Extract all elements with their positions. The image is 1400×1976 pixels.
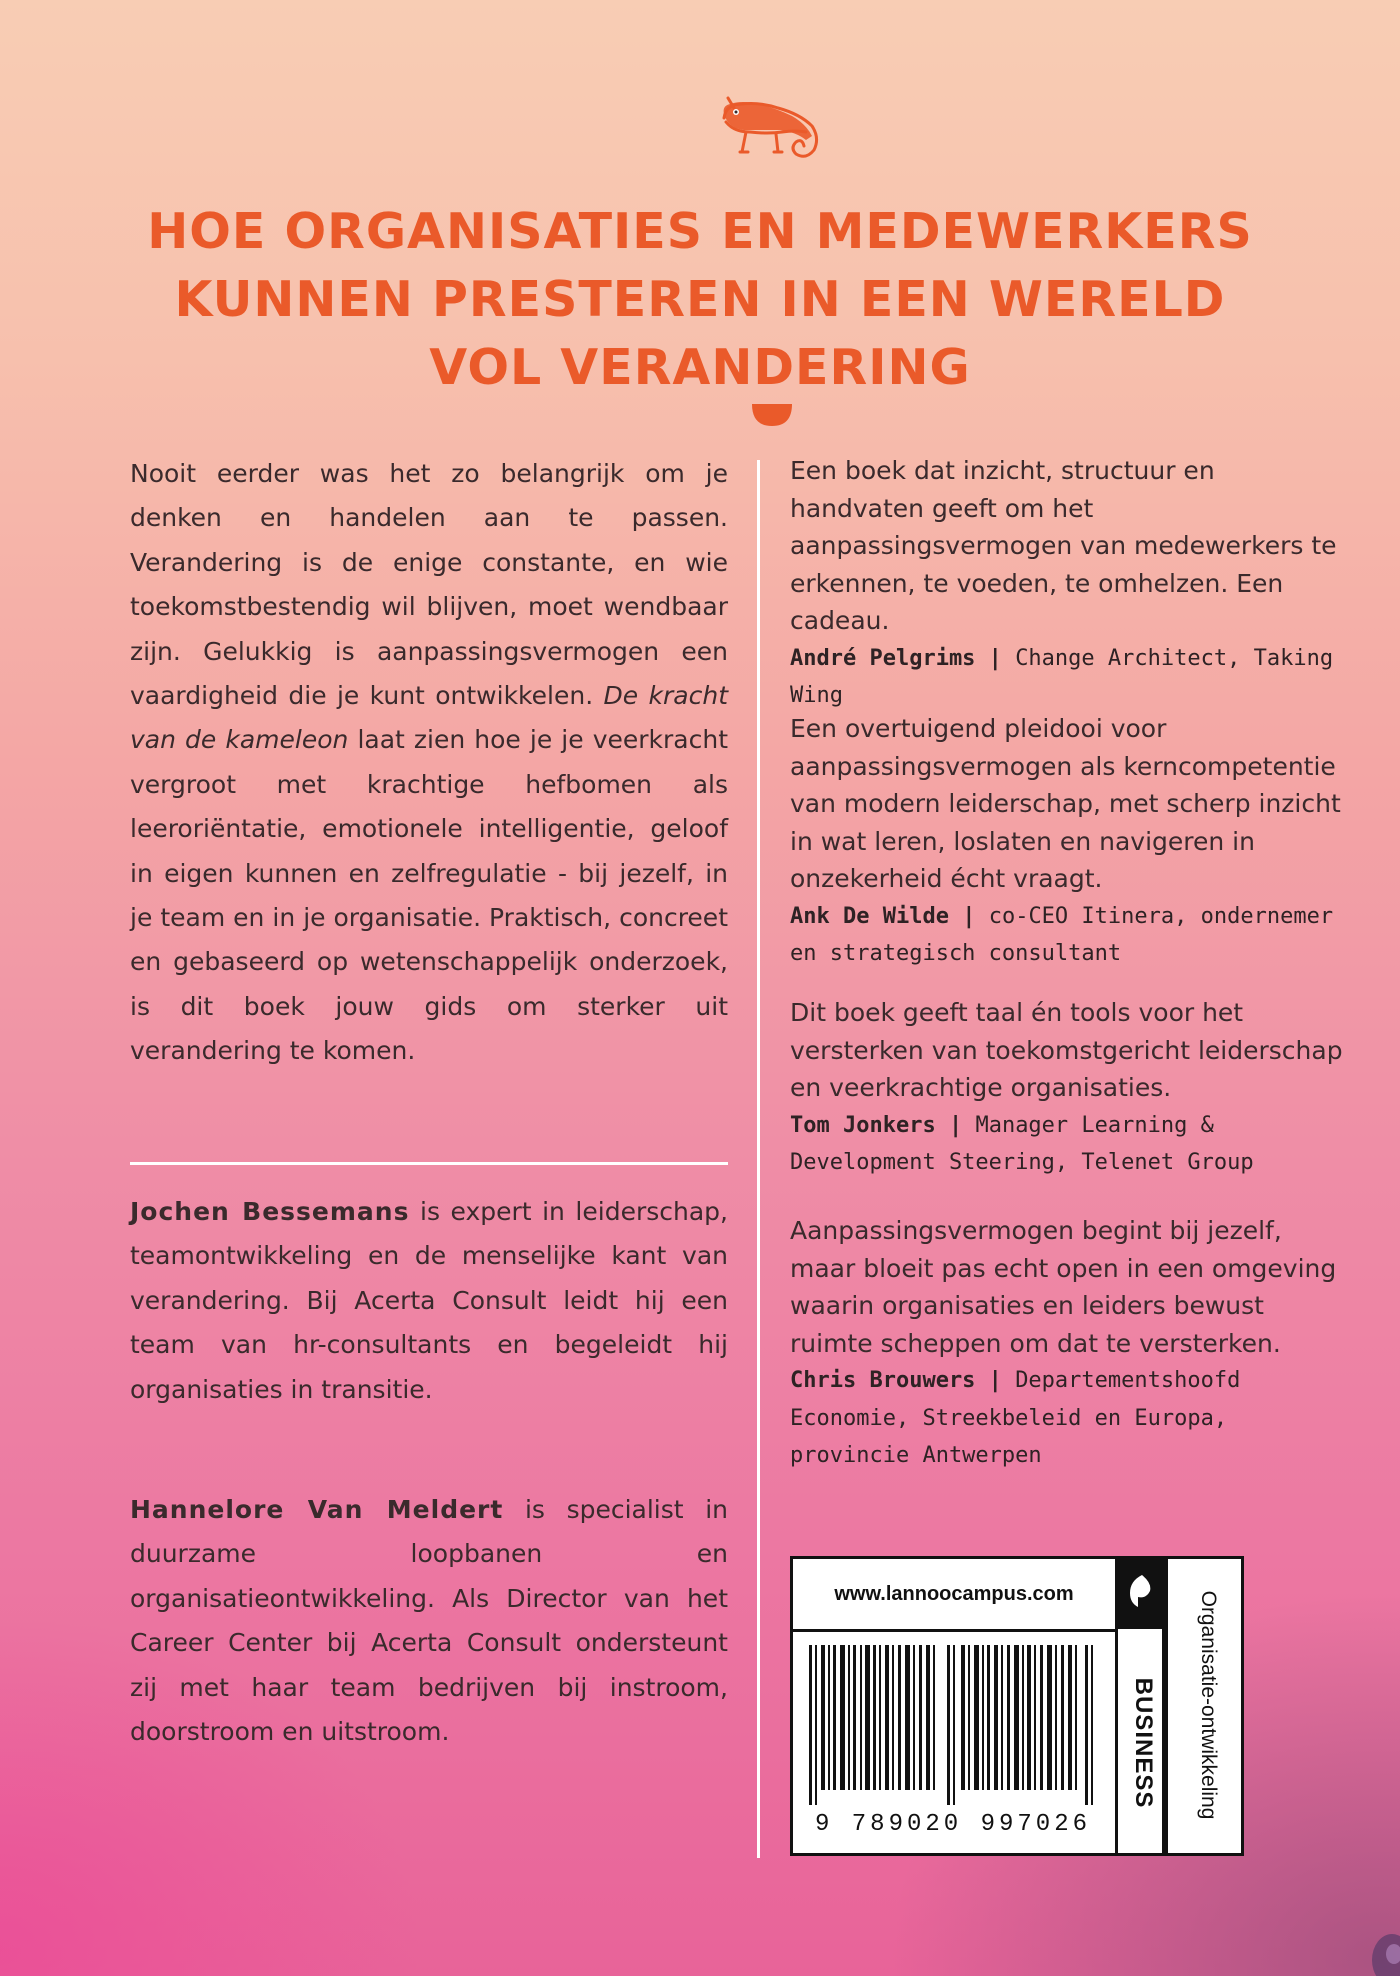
genre-cell [1115,1629,1165,1856]
quote-separator-1: | [975,645,1016,671]
quote-role-3: Manager Learning & Development Steering, Telenet Group [790,1112,1254,1175]
chameleon-icon [716,92,846,174]
quote-role-1: Change Architect, Taking Wing [790,645,1334,708]
left-column [130,452,729,1747]
intro-text-2: laat zien hoe je je veerkracht vergroot met krachtige hefbomen als leeroriëntatie, emotionele intelligentie, geloof in eigen kunnen en zelfregulatie - bij jezelf, in je team en in je organisatie. Praktisch, concreet en gebaseerd op wetenschappelijk onderzoek, is dit boek jouw gids om sterker uit verandering te komen. [130,725,728,1066]
quote-separator-3: | [935,1112,976,1138]
publisher-url: www.lannoocampus.com [793,1559,1115,1632]
quote-text-2: Een overtuigend pleidooi voor aanpassingsvermogen als kerncompetentie van modern leiderschap, met scherp inzicht in wat leren, loslaten en navigeren in onzekerheid écht vraagt. [790,714,1341,893]
quote-author-3: Tom Jonkers [790,1112,936,1138]
review-quote-3 [790,994,1350,1182]
barcode-panel [790,1556,1244,1856]
intro-paragraph [130,452,728,1074]
author-bio-text-2: is specialist in duurzame loopbanen en organisatieontwikkeling. Als Director van het Career Center bij Acerta Consult ondersteunt zij met haar team bedrijven bij instroom, doorstroom en uitstroom. [130,1495,729,1747]
author-bio-1 [130,1190,728,1412]
review-quote-4 [790,1212,1350,1475]
genre-label: BUSINESS [1130,1677,1157,1809]
category-label: Organisatie-ontwikkeling [1197,1590,1220,1820]
barcode-icon [809,1645,1099,1805]
author-bio-text-1: is expert in leiderschap, teamontwikkeling en de menselijke kant van verandering. Bij Acerta Consult leidt hij een team van hr-consultants en begeleidt hij organisaties in transitie. [130,1197,728,1404]
review-quote-2 [790,710,1350,973]
quote-attribution-3 [790,1107,1350,1182]
quote-separator-2: | [948,903,989,929]
quote-role-4: Departementshoofd Economie, Streekbeleid en Europa, provincie Antwerpen [790,1368,1241,1468]
lannoo-logo-icon [1115,1559,1165,1629]
quote-attribution-2 [790,898,1350,973]
headline-line-3: VOL VERANDERING [429,339,971,396]
quote-text-3: Dit boek geeft taal én tools voor het versterken van toekomstgericht leiderschap en veerkrachtige organisaties. [790,998,1343,1102]
quote-separator-4: | [975,1368,1016,1393]
orange-tab-ornament [752,404,792,426]
quote-author-1: André Pelgrims [790,645,976,671]
section-divider [130,1162,728,1165]
quote-author-2: Ank De Wilde [790,903,949,929]
author-bio-2 [130,1488,728,1754]
quote-attribution-4 [790,1362,1350,1475]
author-name-2: Hannelore Van Meldert [130,1495,504,1524]
isbn-number: 9 789020 997026 [814,1811,1092,1838]
decorative-bead [1370,1900,1400,1976]
book-title-italic: De kracht van de kameleon [130,681,728,755]
quote-text-4: Aanpassingsvermogen begint bij jezelf, maar bloeit pas echt open in een omgeving waarin organisaties en leiders bewust ruimte scheppen om dat te versterken. [790,1216,1337,1358]
category-cell [1165,1559,1241,1853]
quote-author-4: Chris Brouwers [790,1368,976,1393]
quote-text-1: Een boek dat inzicht, structuur en handvaten geeft om het aanpassingsvermogen van medewerkers te erkennen, te voeden, te omhelzen. Een cadeau. [790,456,1337,635]
column-divider [757,460,760,1858]
headline [0,198,1400,402]
quote-role-2: co-CEO Itinera, ondernemer en strategisch consultant [790,903,1334,966]
review-quote-1 [790,452,1350,715]
author-name-1: Jochen Bessemans [130,1197,410,1226]
headline-line-1: HOE ORGANISATIES EN MEDEWERKERS [147,203,1253,260]
intro-text-1: Nooit eerder was het zo belangrijk om je denken en handelen aan te passen. Verandering is de enige constante, en wie toekomstbestendig wil blijven, moet wendbaar zijn. Gelukkig is aanpassingsvermogen een vaardigheid die je kunt ontwikkelen. [130,459,728,711]
quote-attribution-1 [790,640,1350,715]
headline-line-2: KUNNEN PRESTEREN IN EEN WERELD [174,271,1226,328]
